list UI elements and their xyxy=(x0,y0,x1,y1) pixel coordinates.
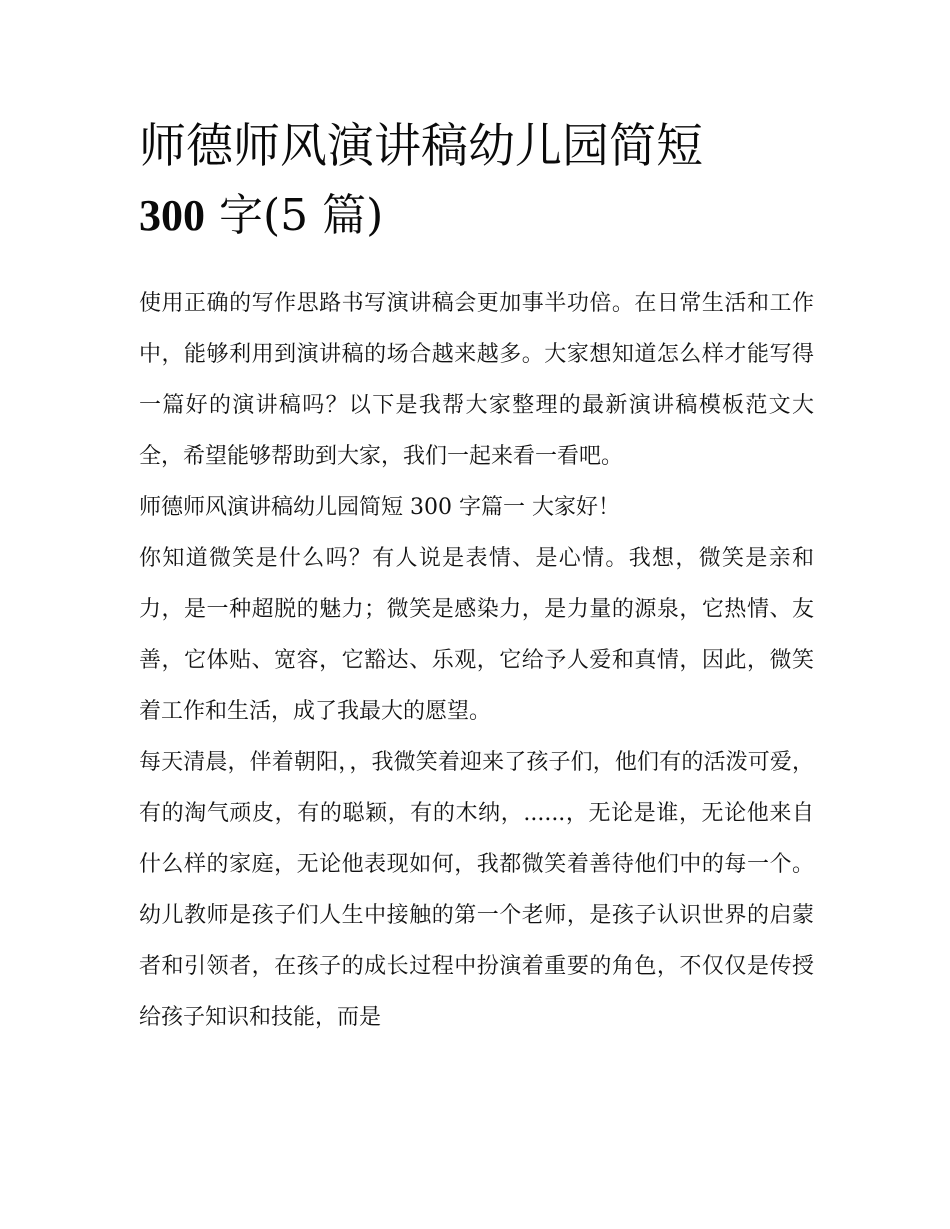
title-line-1: 师德师风演讲稿幼儿园简短 xyxy=(139,119,703,174)
paragraph-section-heading: 师德师风演讲稿幼儿园简短 300 字篇一 大家好！ xyxy=(139,495,620,520)
paragraph-smile: 你知道微笑是什么吗？有人说是表情、是心情。我想，微笑是亲和力，是一种超脱的魅力；微笑是感染力，是力量的源泉，它热情、友善，它体贴、宽容，它豁达、乐观，它给予人爱和真情，因此，微笑着工作和生活，成了我最大的愿望。 xyxy=(139,546,814,724)
title-number: 300 xyxy=(139,191,205,240)
paragraph-intro: 使用正确的写作思路书写演讲稿会更加事半功倍。在日常生活和工作中，能够利用到演讲稿的场合越来越多。大家想知道怎么样才能写得一篇好的演讲稿吗？以下是我帮大家整理的最新演讲稿模板范文大全，希望能够帮助到大家，我们一起来看一看吧。 xyxy=(139,291,814,469)
title-suffix: 字(5 篇) xyxy=(205,190,384,241)
document-title xyxy=(139,112,819,250)
paragraph-morning: 每天清晨，伴着朝阳，，我微笑着迎来了孩子们，他们有的活泼可爱，有的淘气顽皮，有的聪颖，有的木纳，......，无论是谁，无论他来自什么样的家庭，无论他表现如何，我都微笑着善待他们中的每一个。幼儿教师是孩子们人生中接触的第一个老师，是孩子认识世界的启蒙者和引领者，在孩子的成长过程中扮演着重要的角色，不仅仅是传授给孩子知识和技能，而是 xyxy=(139,750,814,1030)
title-line-2 xyxy=(139,182,819,250)
document-body xyxy=(139,278,814,1043)
